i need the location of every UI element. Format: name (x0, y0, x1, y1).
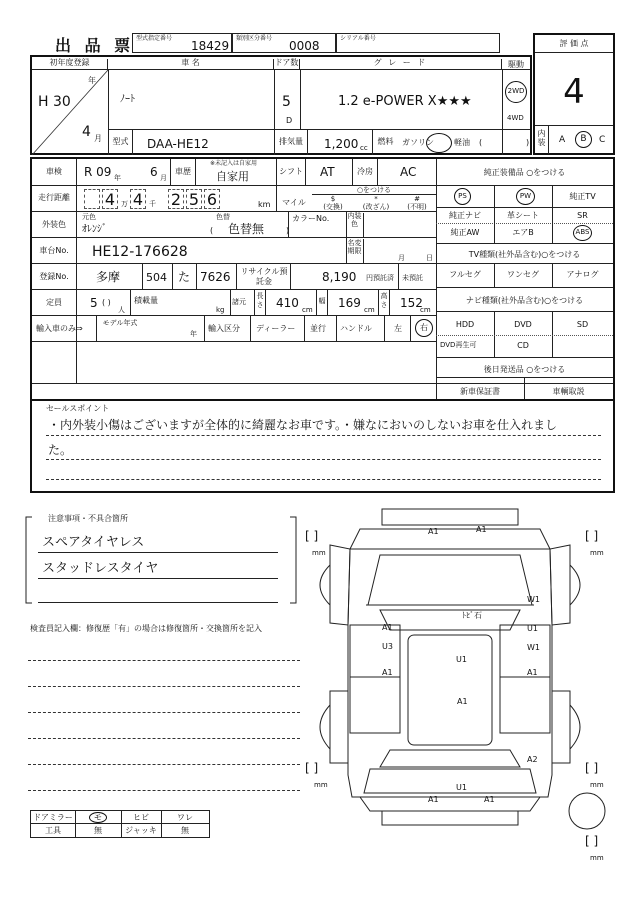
mile-label: マイル (282, 198, 306, 207)
history-label: 車歴 (170, 159, 196, 185)
cd-label: CD (517, 341, 529, 350)
name-change-day: 日 (426, 254, 433, 262)
right-front-fender (550, 545, 570, 625)
left-front-wheel (320, 565, 330, 605)
mirror-mo-circle (89, 812, 107, 823)
shaken-label: 車検 (46, 167, 62, 176)
sales-line-1: ・内外装小傷はございますが全体的に綺麗なお車です。・嫌なにおいのしないお車を仕入れまし (48, 418, 558, 432)
later-manual: 車輌取説 (552, 387, 585, 396)
int-grade-c: C (599, 135, 606, 145)
fuel-gasoline-circle (426, 133, 452, 153)
chassis-value: HE12-176628 (92, 244, 188, 260)
recycle-unit: 円預託済 (366, 274, 394, 282)
mark-rear-center: U1 (456, 783, 467, 792)
tire-mm-rr: mm (590, 781, 604, 789)
mileage-digit-0: 4 (102, 189, 118, 209)
shaken-month-unit: 月 (160, 174, 167, 182)
tire-mm-rl: mm (314, 781, 328, 789)
mark-trunk: A1 (457, 697, 468, 706)
reg-area: 多摩 (96, 270, 121, 284)
right-rear-door (500, 677, 550, 733)
category-label: 類別区分番号 (236, 35, 273, 42)
first-reg-year-unit: 年 (88, 76, 96, 85)
model-year-label: モデル年式 (102, 319, 138, 327)
mileage-digit-4: 6 (204, 189, 220, 209)
mark-left-rear-door: A1 (382, 668, 393, 677)
left-rear-wheel (320, 705, 330, 749)
orig-color-label: 元色 (82, 213, 96, 221)
fuel-gasoline: ガソリン (402, 138, 434, 147)
int-grade-b: B (575, 131, 592, 148)
jack-value: 無 (181, 826, 189, 835)
rear-bumper (382, 811, 518, 825)
equip-airbag: エアB (512, 228, 534, 237)
tire-bracket-fr: [ ] (585, 529, 599, 543)
ac-value: AC (400, 165, 417, 179)
repaint-paren-close: ) (286, 226, 290, 235)
width-value: 169 (338, 296, 361, 310)
dvd-playback: DVD再生可 (440, 341, 477, 349)
notes-label: 注意事項・不具合箇所 (48, 514, 128, 523)
mark-right-rear-door: A1 (527, 668, 538, 677)
roof (408, 635, 492, 745)
right-front-door (500, 625, 550, 677)
mark-hood: ﾄﾋﾞ石 (462, 611, 482, 620)
left-front-fender (330, 545, 350, 625)
note-2: スタッドレスタイヤ (42, 561, 159, 576)
spare-tire (569, 793, 605, 829)
front-bumper (382, 509, 518, 525)
mark-rear-left: A1 (428, 795, 439, 804)
drive-4wd: 4WD (507, 114, 524, 122)
mileage-km: km (258, 200, 271, 209)
repaint-label: 色替 (216, 213, 230, 221)
color-label: 外装色 (42, 220, 66, 229)
capacity-value: 5 (90, 296, 98, 310)
navi-hdd: HDD (455, 320, 475, 329)
model-year-unit: 年 (190, 330, 197, 338)
mileage-digit-1: 4 (130, 189, 146, 209)
navi-header: ナビ種類(社外品含む)○をつける (465, 296, 584, 305)
jack-label: ジャッキ (125, 826, 157, 835)
load-unit: kg (216, 306, 225, 314)
right-rear-quarter (552, 691, 570, 763)
eval-score: 4 (563, 72, 585, 112)
import-category-label: 輸入区分 (208, 324, 240, 333)
eval-label: 評 価 点 (535, 35, 613, 53)
mark-right-rear: A2 (527, 755, 538, 764)
recycle-unpaid: 未預託 (402, 274, 423, 282)
handle-label: ハンドル (340, 324, 372, 333)
tire-bracket-rl: [ ] (305, 761, 319, 775)
fuel-diesel: 軽油 (454, 138, 470, 147)
first-reg-label: 初年度登録 (32, 59, 108, 70)
recycle-label: リサイクル預託金 (240, 267, 288, 286)
tamper-label: (改ざん) (362, 203, 390, 211)
orig-color-value: ｵﾚﾝｼﾞ (82, 224, 107, 235)
notes-bracket (24, 515, 300, 605)
interior-label: 内装 (535, 126, 549, 154)
tire-mm-spare: mm (590, 854, 604, 862)
mileage-digit-2: 2 (168, 189, 184, 209)
import-label: 輸入車のみ⇒ (36, 324, 83, 333)
tire-bracket-spare: [ ] (585, 834, 599, 848)
length-label: 長さ (254, 289, 266, 315)
equip-leather: 革シート (507, 211, 539, 220)
equip-tv: 純正TV (569, 192, 596, 201)
equip-sr: SR (577, 211, 588, 220)
tools-label: 工具 (45, 826, 61, 835)
mark-rear-right: A1 (484, 795, 495, 804)
name-change-month: 月 (398, 254, 405, 262)
color-no-label: カラーNo. (292, 214, 330, 223)
equip-ps-circled: PS (454, 188, 471, 205)
equip-navi: 純正ナビ (449, 211, 481, 220)
grade-label: グ レ ー ド (300, 59, 502, 70)
name-change-label: 名変期限 (346, 239, 364, 263)
sales-line-2: た。 (48, 443, 73, 457)
exchange-label: (交換) (323, 203, 343, 211)
height-label: 高さ (378, 289, 390, 315)
reg-kana: た (178, 270, 191, 284)
tools-value: 無 (94, 826, 102, 835)
mirror-tools-table (30, 810, 210, 838)
form-title: 出 品 票 (55, 36, 135, 55)
mirror-opt-ware: ワレ (177, 813, 193, 822)
equip-pw-circled: PW (516, 188, 535, 205)
mirror-opt-hibi: ヒビ (133, 813, 149, 822)
drive-label: 駆動 (508, 60, 524, 69)
model-designation-value: 18429 (191, 39, 230, 53)
fuel-paren-open: ( (479, 138, 483, 147)
chassis-label: 車台No. (39, 246, 69, 255)
unknown-symbol: # (414, 195, 420, 203)
width-unit: cm (364, 306, 375, 314)
length-unit: cm (302, 306, 313, 314)
mark-front-right: A1 (476, 525, 487, 534)
mark-right-front-door-2: W1 (527, 643, 540, 652)
doors-label: ドア数 (274, 59, 300, 70)
rear-window (380, 750, 520, 767)
tire-mm-fl: mm (312, 549, 326, 557)
mileage-digit-box-0 (84, 189, 100, 209)
tire-bracket-fl: [ ] (305, 529, 319, 543)
width-label: 幅 (316, 289, 328, 315)
shaken-month: 6 (150, 165, 158, 179)
import-parallel: 並行 (310, 324, 326, 333)
front-panel (350, 529, 550, 549)
doors-sub: D (286, 116, 293, 125)
ac-label: 冷房 (352, 159, 378, 185)
trunk (364, 769, 536, 793)
later-warranty: 新車保証書 (460, 387, 500, 396)
mileage-label: 走行距離 (38, 193, 70, 202)
hood (368, 555, 532, 605)
recycle-amount: 8,190 (322, 270, 357, 284)
tv-analog: アナログ (566, 270, 599, 279)
inspector-label: 検査員記入欄：修復歴「有」の場合は修復箇所・交換箇所を記入 (30, 624, 262, 633)
shaken-year-unit: 年 (114, 174, 121, 182)
equip-aw: 純正AW (450, 228, 480, 237)
displacement-value: 1,200 (324, 137, 359, 151)
unknown-label: (不明) (407, 203, 427, 211)
handle-left: 左 (394, 324, 402, 333)
doors-value: 5 (282, 94, 291, 110)
load-label: 積載量 (134, 296, 158, 305)
reg-number: 7626 (200, 270, 231, 284)
model-designation-label: 型式指定番号 (136, 35, 173, 42)
equip-header: 純正装備品 ○をつける (483, 168, 566, 177)
sales-point-section (30, 401, 615, 493)
serial-label: シリアル番号 (340, 35, 376, 42)
mirror-opt-mo: モ (94, 813, 102, 822)
mileage-man: 万 (121, 200, 128, 208)
interior-grade-row (535, 125, 613, 155)
tire-bracket-rr: [ ] (585, 761, 599, 775)
right-front-wheel (570, 565, 580, 605)
displacement-label: 排気量 (274, 130, 308, 155)
handle-right-circled: 右 (415, 319, 433, 337)
car-name-value: ﾉｰﾄ (120, 94, 135, 105)
capacity-unit: 人 (118, 306, 125, 314)
shaken-year: R 09 (84, 165, 112, 179)
int-color-label: 内装色 (346, 213, 364, 237)
serial-box (336, 33, 500, 53)
repaint-value: 色替無 (228, 222, 265, 236)
repaint-paren-open: ( (210, 226, 214, 235)
mark-left-front-door: A1 (382, 623, 393, 632)
history-note: ※未記入は自家用 (210, 160, 258, 167)
mark-front-left: A1 (428, 527, 439, 536)
tv-fullseg: フルセグ (449, 270, 481, 279)
note-1: スペアタイヤレス (42, 535, 145, 550)
reg-label: 登録No. (39, 272, 69, 281)
rear-panel (360, 797, 540, 811)
fuel-paren-close: ) (526, 138, 530, 147)
mirror-label: ドアミラー (33, 813, 73, 822)
capacity-label: 定員 (46, 298, 62, 307)
right-rear-wheel (570, 705, 580, 749)
history-value: 自家用 (216, 170, 249, 183)
details-section (30, 157, 615, 401)
fuel-label: 燃料 (372, 130, 398, 155)
length-value: 410 (276, 296, 299, 310)
model-type-label: 型式 (109, 130, 133, 155)
shift-value: AT (320, 165, 335, 179)
mileage-digit-3: 5 (186, 189, 202, 209)
reg-class: 504 (146, 271, 167, 284)
left-rear-quarter (330, 691, 348, 763)
category-box (232, 33, 336, 53)
body-outline (348, 549, 552, 797)
grade-value: 1.2 e-POWER X★★★ (338, 94, 472, 109)
mark-left-front-door-2: U3 (382, 642, 393, 651)
sales-label: セールスポイント (46, 404, 110, 413)
model-type-value: DAA-HE12 (147, 137, 209, 151)
basic-info-section (30, 55, 532, 155)
first-reg-month-unit: 月 (94, 134, 102, 143)
navi-dvd: DVD (514, 320, 532, 329)
equip-abs-circled: ABS (573, 225, 592, 241)
tv-header: TV種類(社外品含む)○をつける (468, 250, 581, 259)
later-header: 後日発送品 ○をつける (483, 365, 566, 374)
mileage-check-label: ○をつける (312, 187, 436, 195)
mark-right-front-door: U1 (527, 624, 538, 633)
evaluation-box (533, 33, 615, 155)
mark-right-front: W1 (527, 595, 540, 604)
dims-label: 諸元 (232, 298, 246, 306)
category-value: 0008 (289, 39, 320, 53)
left-rear-door (350, 677, 400, 733)
model-designation-box (132, 33, 232, 53)
mileage-sen: 千 (149, 200, 156, 208)
navi-sd: SD (576, 320, 589, 329)
capacity-paren: ( ) (102, 298, 111, 307)
windshield (380, 610, 520, 630)
height-unit: cm (420, 306, 431, 314)
height-value: 152 (400, 296, 423, 310)
first-reg-era: H 30 (38, 94, 71, 110)
tamper-symbol: * (374, 195, 378, 203)
first-reg-month: 4 (82, 124, 91, 140)
mark-roof: U1 (456, 655, 467, 664)
tv-oneseg: ワンセグ (507, 270, 539, 279)
shift-label: シフト (276, 159, 306, 185)
displacement-unit: cc (360, 144, 368, 152)
import-dealer: ディーラー (256, 324, 296, 333)
exchange-symbol: $ (330, 195, 336, 203)
drive-2wd-circled: 2WD (505, 81, 527, 103)
car-name-label: 車 名 (108, 59, 274, 70)
tire-mm-fr: mm (590, 549, 604, 557)
int-grade-a: A (559, 135, 566, 145)
